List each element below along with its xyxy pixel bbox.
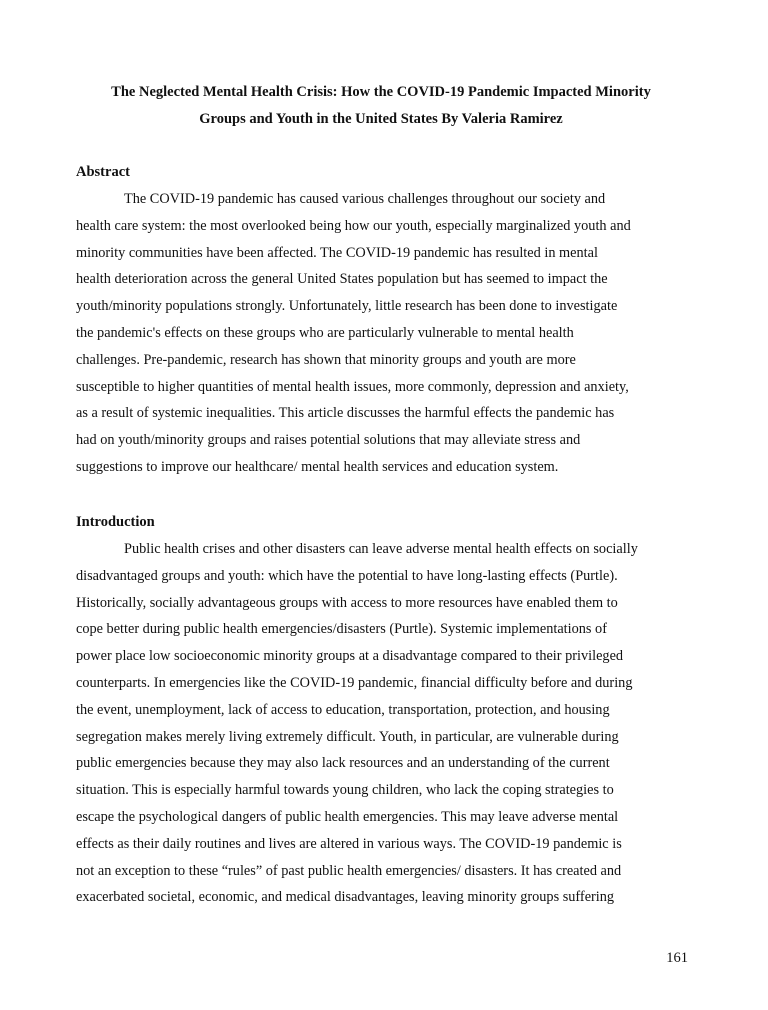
abstract-line: health care system: the most overlooked being how our youth, especially marginalized youth and <box>76 217 631 234</box>
paper-title <box>76 79 686 132</box>
introduction-line: the event, unemployment, lack of access to education, transportation, protection, and housing <box>76 701 610 718</box>
abstract-line: youth/minority populations strongly. Unfortunately, little research has been done to investigate <box>76 298 618 315</box>
abstract-heading: Abstract <box>76 164 130 180</box>
abstract-line: The COVID-19 pandemic has caused various challenges throughout our society and <box>124 191 606 207</box>
introduction-line: Historically, socially advantageous groups with access to more resources have enabled them to <box>76 594 618 611</box>
introduction-line: exacerbated societal, economic, and medical disadvantages, leaving minority groups suffering <box>76 889 615 906</box>
abstract-line: susceptible to higher quantities of mental health issues, more commonly, depression and anxiety, <box>76 378 629 395</box>
introduction-line: not an exception to these “rules” of past public health emergencies/ disasters. It has created and <box>76 862 622 879</box>
abstract-line: suggestions to improve our healthcare/ mental health services and education system. <box>76 458 559 475</box>
introduction-paragraph <box>76 536 688 911</box>
abstract-line: health deterioration across the general United States population but has seemed to impact the <box>76 271 608 288</box>
abstract-paragraph <box>76 186 688 481</box>
page-number: 161 <box>666 950 688 966</box>
abstract-line: the pandemic's effects on these groups who are particularly vulnerable to mental health <box>76 324 574 341</box>
introduction-line: disadvantaged groups and youth: which have the potential to have long-lasting effects (Purtle). <box>76 567 618 584</box>
introduction-line: effects as their daily routines and lives are altered in various ways. The COVID-19 pandemic is <box>76 835 622 852</box>
introduction-line: public emergencies because they may also lack resources and an understanding of the current <box>76 755 610 772</box>
introduction-line: power place low socioeconomic minority groups at a disadvantage compared to their privileged <box>76 648 624 665</box>
introduction-line: cope better during public health emergencies/disasters (Purtle). Systemic implementations of <box>76 621 607 638</box>
introduction-line: situation. This is especially harmful towards young children, who lack the coping strategies to <box>76 782 614 799</box>
introduction-heading: Introduction <box>76 514 155 530</box>
introduction-line: segregation makes merely living extremely difficult. Youth, in particular, are vulnerable during <box>76 728 619 745</box>
introduction-line: Public health crises and other disasters can leave adverse mental health effects on socially <box>124 541 638 557</box>
paper-title-line-2: Groups and Youth in the United States By Valeria Ramirez <box>199 110 563 127</box>
abstract-line: had on youth/minority groups and raises potential solutions that may alleviate stress and <box>76 432 581 449</box>
paper-title-line-1: The Neglected Mental Health Crisis: How the COVID-19 Pandemic Impacted Minority <box>111 84 651 100</box>
abstract-line: as a result of systemic inequalities. This article discusses the harmful effects the pandemic has <box>76 405 615 422</box>
abstract-line: minority communities have been affected. The COVID-19 pandemic has resulted in mental <box>76 244 598 261</box>
abstract-line: challenges. Pre-pandemic, research has shown that minority groups and youth are more <box>76 351 576 368</box>
introduction-line: counterparts. In emergencies like the COVID-19 pandemic, financial difficulty before and during <box>76 674 633 691</box>
introduction-line: escape the psychological dangers of public health emergencies. This may leave adverse mental <box>76 808 619 825</box>
